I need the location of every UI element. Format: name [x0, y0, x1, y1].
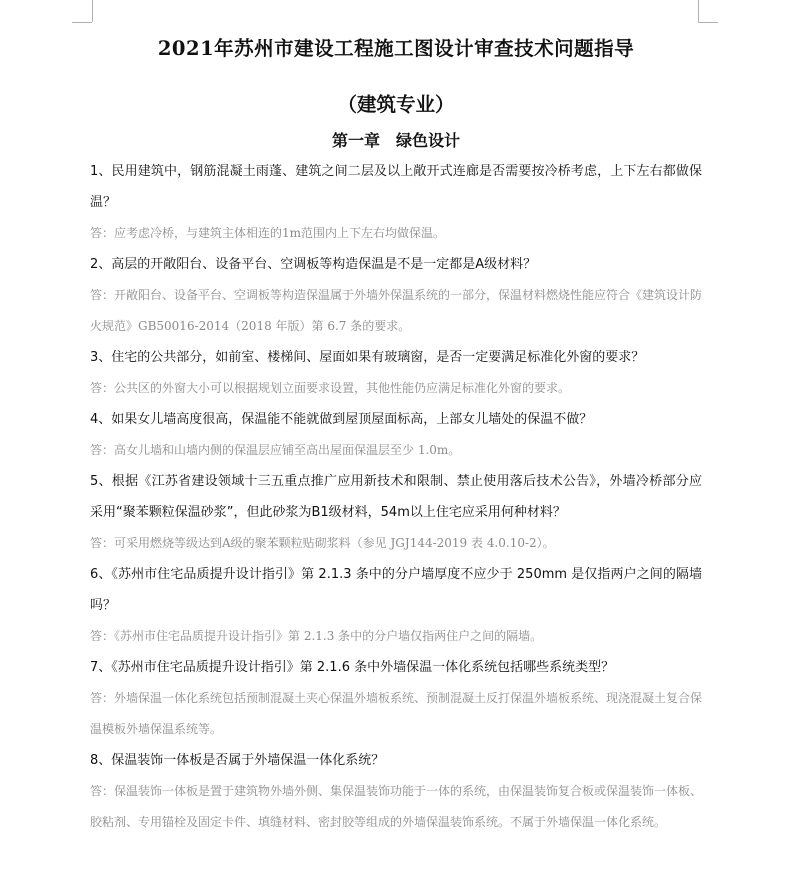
answer-text: 答：保温装饰一体板是置于建筑物外墙外侧、集保温装饰功能于一体的系统，由保温装饰复合板或保温装饰一体板、胶粘剂、专用锚栓及固定卡件、填缝材料、密封胶等组成的外墙保温装饰系统。不属于外墙保温一体化系统。 — [90, 784, 703, 829]
qa-item-1 — [90, 156, 702, 249]
margin-mark-top-right-h — [698, 22, 718, 23]
qa-item-3 — [90, 342, 702, 404]
answer-text: 答：应考虑冷桥，与建筑主体相连的1m范围内上下左右均做保温。 — [90, 226, 446, 240]
answer-text: 答：《苏州市住宅品质提升设计指引》第 2.1.3 条中的分户墙仅指两住户之间的隔墙。 — [90, 629, 543, 643]
document-page — [90, 30, 702, 838]
chapter-heading: 第一章 绿色设计 — [331, 131, 460, 150]
qa-item-8 — [90, 745, 702, 838]
qa-item-7 — [90, 652, 702, 745]
margin-mark-top-left-h — [72, 22, 92, 23]
margin-mark-top-left — [92, 0, 93, 22]
question-text: 8、保温装饰一体板是否属于外墙保温一体化系统？ — [90, 753, 385, 768]
margin-mark-top-right — [698, 0, 699, 22]
document-title: 2021年苏州市建设工程施工图设计审查技术问题指导 — [157, 37, 635, 60]
question-text: 5、根据《江苏省建设领域十三五重点推广应用新技术和限制、禁止使用落后技术公告》，外墙冷桥部分应采用“聚苯颗粒保温砂浆”，但此砂浆为B1级材料，54m以上住宅应采用何种材料？ — [90, 474, 702, 520]
document-subtitle: （建筑专业） — [337, 93, 455, 116]
answer-text: 答：高女儿墙和山墙内侧的保温层应铺至高出屋面保温层至少 1.0m。 — [90, 443, 461, 457]
answer-text: 答：公共区的外窗大小可以根据规划立面要求设置，其他性能仍应满足标准化外窗的要求。 — [90, 381, 571, 395]
question-text: 1、民用建筑中，钢筋混凝土雨蓬、建筑之间二层及以上敞开式连廊是否需要按冷桥考虑，上下左右都做保温？ — [90, 164, 702, 210]
answer-text: 答：外墙保温一体化系统包括预制混凝土夹心保温外墙板系统、预制混凝土反打保温外墙板系统、现浇混凝土复合保温模板外墙保温系统等。 — [90, 691, 703, 736]
qa-item-2 — [90, 249, 702, 342]
question-text: 6、《苏州市住宅品质提升设计指引》第 2.1.3 条中的分户墙厚度不应少于 250mm 是仅指两户之间的隔墙吗？ — [90, 567, 702, 613]
qa-item-4 — [90, 404, 702, 466]
qa-item-6 — [90, 559, 702, 652]
question-text: 4、如果女儿墙高度很高，保温能不能就做到屋顶屋面标高，上部女儿墙处的保温不做？ — [90, 412, 593, 427]
qa-item-5 — [90, 466, 702, 559]
question-text: 2、高层的开敞阳台、设备平台、空调板等构造保温是不是一定都是A级材料？ — [90, 257, 537, 272]
question-text: 7、《苏州市住宅品质提升设计指引》第 2.1.6 条中外墙保温一体化系统包括哪些系统类型？ — [90, 660, 615, 675]
answer-text: 答：开敞阳台、设备平台、空调板等构造保温属于外墙外保温系统的一部分，保温材料燃烧性能应符合《建筑设计防火规范》GB50016-2014（2018 年版）第 6.7 条的要求。 — [90, 288, 703, 333]
answer-text: 答：可采用燃烧等级达到A级的聚苯颗粒贴砌浆料（参见 JGJ144-2019 表 4.0.10-2）。 — [90, 536, 555, 550]
question-text: 3、住宅的公共部分，如前室、楼梯间、屋面如果有玻璃窗，是否一定要满足标准化外窗的要求？ — [90, 350, 645, 365]
